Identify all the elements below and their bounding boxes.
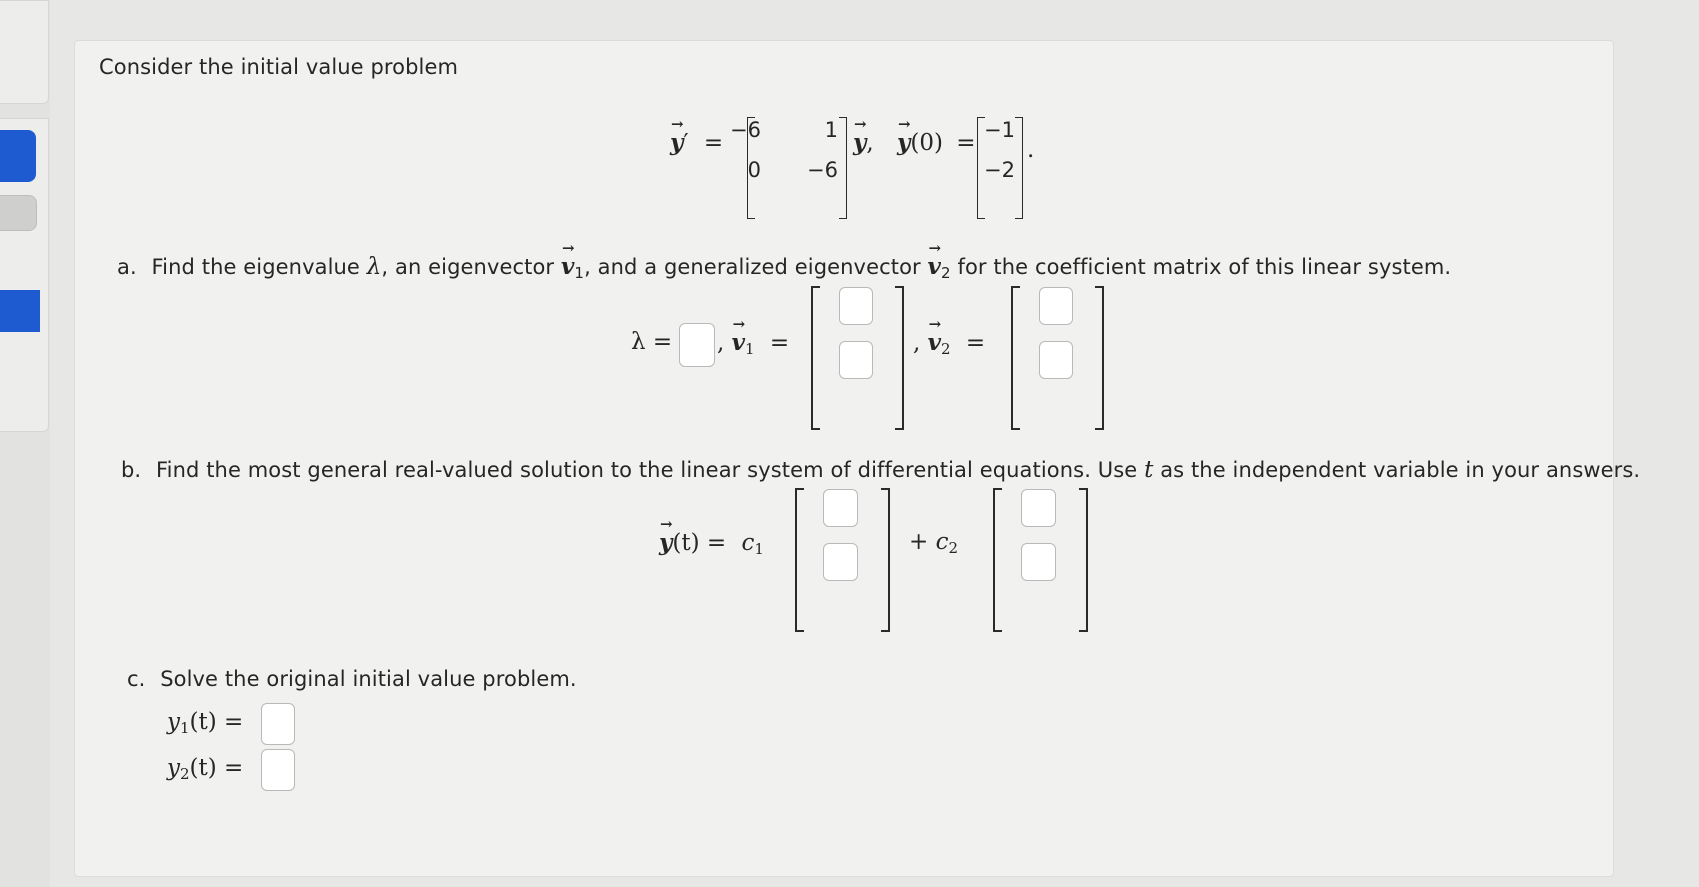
part-c-label: c. <box>127 667 146 691</box>
v2-label: , → $v_2$ = <box>913 329 985 358</box>
matrix-bracket-right <box>839 117 847 219</box>
ode-lhs: → y′ = <box>670 129 723 156</box>
init-vector-2: −2 <box>984 158 1015 182</box>
eigenvector-v1-entry-1[interactable] <box>839 287 873 325</box>
y2-label: $y_2(t)$ = <box>167 755 244 783</box>
y1-answer-input[interactable] <box>261 703 295 745</box>
generalized-eigenvector-v2-entry-1[interactable] <box>1039 287 1073 325</box>
solution1-bracket-right <box>881 488 890 632</box>
part-c-prompt: c. Solve the original initial value problem. <box>127 667 577 691</box>
eigenvalue-input[interactable] <box>679 323 715 367</box>
matrix-a21: 0 <box>747 158 761 182</box>
matrix-a22: −6 <box>807 158 838 182</box>
left-rail <box>0 0 50 887</box>
matrix-a11: −6 <box>730 118 761 142</box>
solution1-entry-2[interactable] <box>823 543 858 581</box>
solution2-entry-1[interactable] <box>1021 489 1056 527</box>
ode-rhs: → y, → y(0) = <box>853 129 976 156</box>
rail-nav-button-active[interactable] <box>0 130 36 182</box>
solution2-bracket-right <box>1079 488 1088 632</box>
init-vector-1: −1 <box>984 118 1015 142</box>
solution1-bracket-left <box>795 488 804 632</box>
part-b-prompt: b. Find the most general real-valued solution to the linear system of differential equations. Use t as the independent variable in your answers. <box>121 457 1641 483</box>
matrix-a12: 1 <box>824 118 838 142</box>
generalized-eigenvector-v2-entry-2[interactable] <box>1039 341 1073 379</box>
rail-nav-button[interactable] <box>0 195 37 231</box>
rail-nav-button-highlighted[interactable] <box>0 290 40 332</box>
v1-label: , → $v_1$ = <box>717 329 789 358</box>
v2-bracket-left <box>1011 286 1020 430</box>
c2-label: + $c_2$ <box>909 529 959 557</box>
solution2-entry-2[interactable] <box>1021 543 1056 581</box>
v1-bracket-left <box>811 286 820 430</box>
general-solution-label: → $y(t) = c_1$ <box>659 529 764 558</box>
part-a-prompt: a. Find the eigenvalue λ, an eigenvector → $v_1$, and a generalized eigenvector → $v_2$ for the coefficient matrix of this linear system. <box>117 253 1451 282</box>
eigenvector-v1-entry-2[interactable] <box>839 341 873 379</box>
part-a-label: a. <box>117 255 137 279</box>
y1-label: $y_1(t)$ = <box>167 709 244 737</box>
solution1-entry-1[interactable] <box>823 489 858 527</box>
v2-bracket-right <box>1095 286 1104 430</box>
rail-panel-top <box>0 0 49 104</box>
v1-bracket-right <box>895 286 904 430</box>
part-b-label: b. <box>121 458 142 482</box>
y2-answer-input[interactable] <box>261 749 295 791</box>
init-bracket-right <box>1015 117 1023 219</box>
question-card <box>74 40 1641 877</box>
solution2-bracket-left <box>993 488 1002 632</box>
ode-period: . <box>1027 137 1035 163</box>
intro-text: Consider the initial value problem <box>99 55 459 79</box>
lambda-label: λ = <box>631 329 673 355</box>
